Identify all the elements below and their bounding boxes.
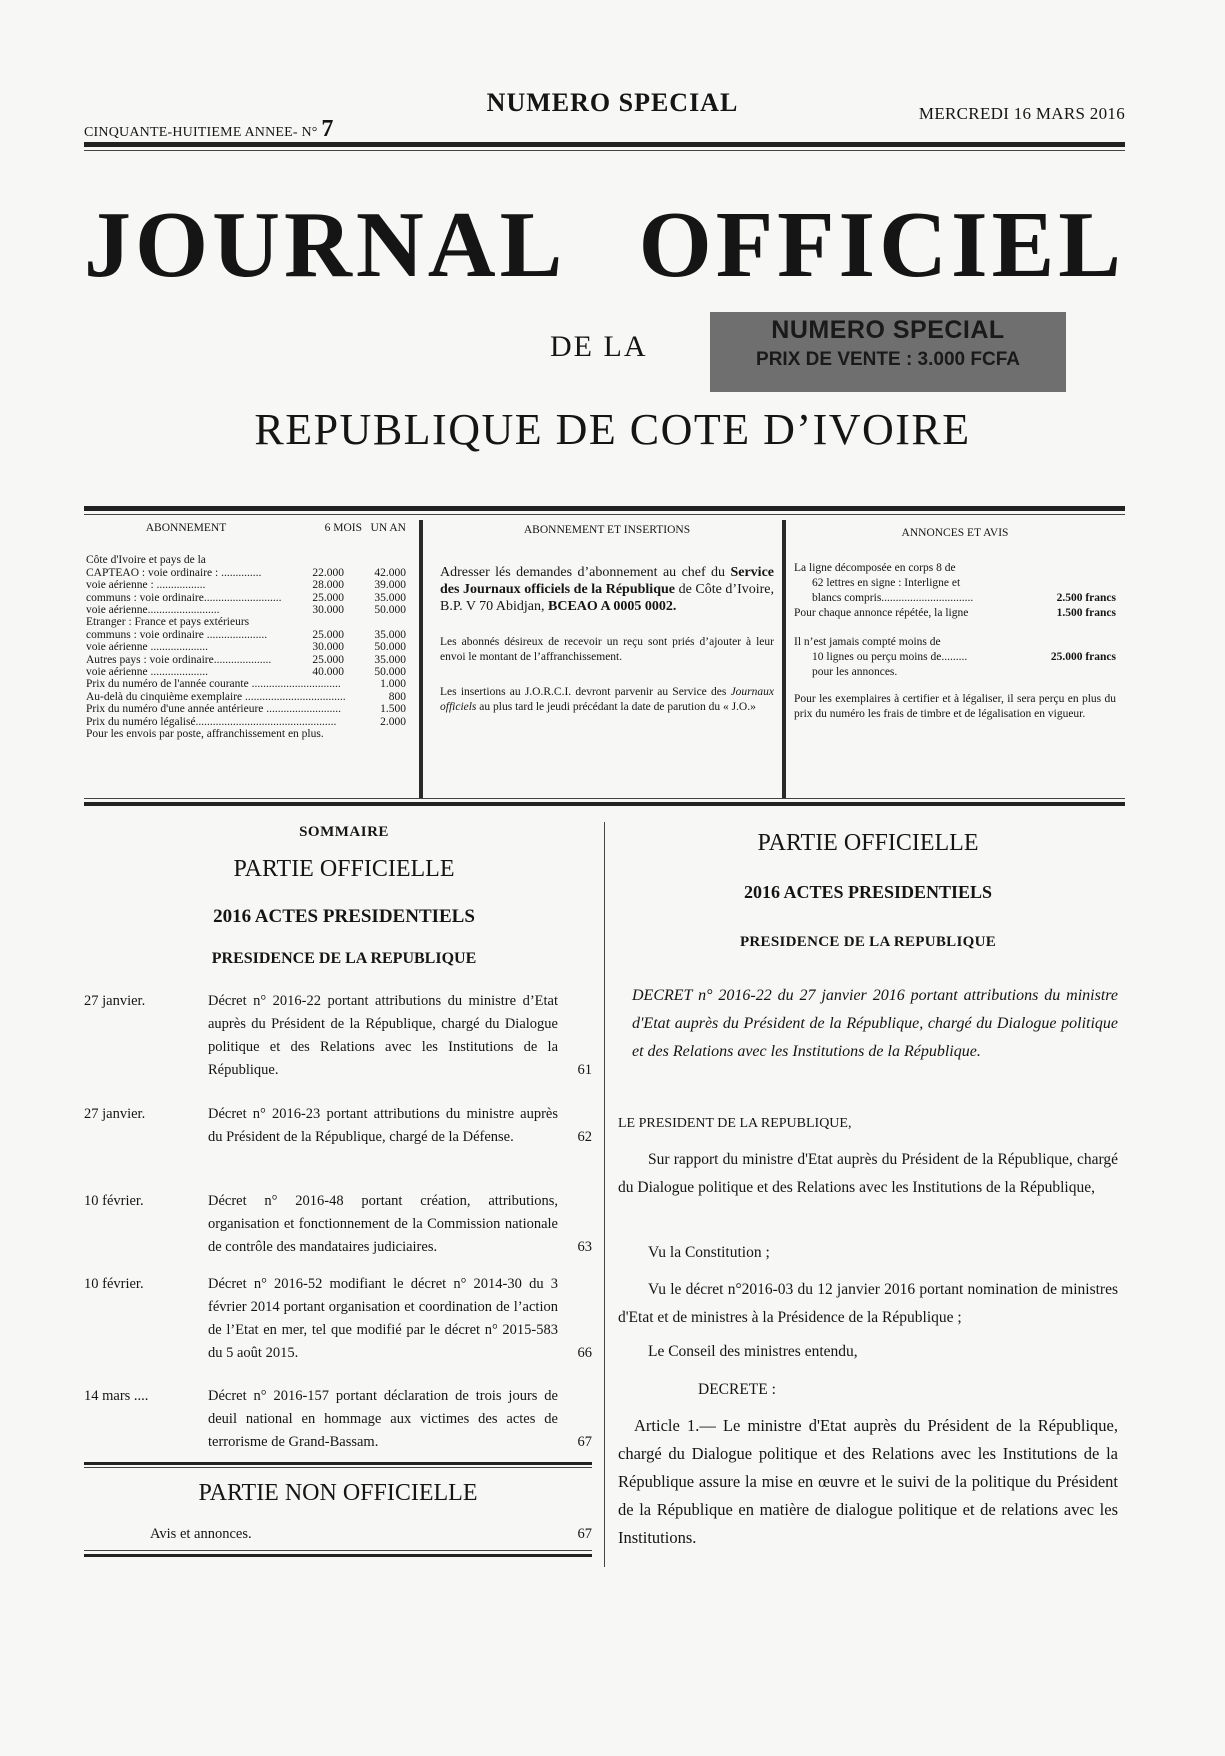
- subscription-cell-label: Prix du numéro légalisé.................................................: [86, 715, 337, 728]
- issue-date: MERCREDI 16 MARS 2016: [918, 104, 1125, 123]
- price-stamp: [710, 312, 1066, 392]
- toc-text: Décret n° 2016-52 modifiant le décret n° 2014-30 du 3 février 2014 portant organisation et coordination de l’action de l’Etat en mer, tel que modifié par le décret n° 2015-583 du 5 août 2015.: [208, 1276, 558, 1361]
- address-bceao: BCEAO A 0005 0002.: [548, 599, 677, 614]
- subscription-row: [86, 678, 406, 690]
- sommaire-title: SOMMAIRE: [299, 824, 389, 840]
- body-presidence: PRESIDENCE DE LA REPUBLIQUE: [739, 934, 997, 950]
- subscription-cell-label: Côte d'Ivoire et pays de la: [86, 554, 206, 567]
- toc-date: 10 février.: [84, 1276, 144, 1292]
- subscription-cell-v1: [324, 728, 358, 740]
- header-rule: [84, 142, 1125, 147]
- toc-text: Décret n° 2016-22 portant attributions du ministre d’Etat auprès du Président de la République, chargé du Dialogue politique et des Relations avec les Institutions de la République.: [208, 993, 558, 1078]
- subscription-cell-v1: [336, 716, 365, 728]
- subscription-cell-label: communs : voie ordinaire...........................: [86, 591, 282, 604]
- subscription-cell-label: Etranger : France et pays extérieurs: [86, 616, 250, 629]
- issue-number: 7: [321, 116, 334, 142]
- toc-entry: [84, 990, 592, 1082]
- body-decrete: DECRETE :: [698, 1381, 776, 1398]
- subscription-row: [86, 716, 406, 728]
- subscription-insertions: [440, 524, 774, 735]
- insertions-receipt-note: Les abonnés désireux de recevoir un reçu sont priés d’ajouter à leur envoi le montant de l’affranchissement.: [440, 636, 774, 663]
- toc-page: 63: [577, 1239, 592, 1255]
- info-box-divider: [419, 520, 423, 799]
- subscription-cell-v2: 35.000: [374, 653, 406, 666]
- info-box-rule-bottom-thin: [84, 798, 1125, 799]
- info-box-rule-top-thin: [84, 514, 1125, 515]
- info-box-rule-top: [84, 506, 1125, 511]
- subscription-cell-label: voie aérienne.........................: [86, 604, 220, 617]
- subscription-cell-v1: 22.000: [312, 566, 344, 579]
- toc-date: 14 mars ....: [84, 1388, 149, 1404]
- annonces-legalisation-note: Pour les exemplaires à certifier et à légaliser, il sera perçu en plus du prix du numéro les frais de timbre et de légalisation en vigueur.: [794, 693, 1116, 720]
- subscription-cell-v1: 28.000: [312, 579, 344, 592]
- subscription-cell-v1: [300, 616, 344, 628]
- address-service: Service des Journaux officiels de la République: [440, 565, 774, 597]
- year-issue-line: [84, 116, 334, 143]
- subscription-cell-v2: 2.000: [380, 715, 406, 728]
- subscription-rows: [86, 554, 406, 740]
- annonces-line: Pour chaque annonce répétée, la ligne: [794, 607, 969, 619]
- toc-entry: [84, 1273, 592, 1365]
- toc-page: 62: [577, 1129, 592, 1145]
- subscription-header: [86, 522, 406, 534]
- subscription-cell-v2: 35.000: [374, 591, 406, 604]
- toc-text: Décret n° 2016-48 portant création, attributions, organisation et fonctionnement de la Commission nationale de contrôle des mandataires judiciaires.: [208, 1193, 558, 1255]
- subscription-cell-v1: [341, 678, 368, 690]
- subscription-cell-v2: [344, 616, 406, 628]
- toc-page: 66: [577, 1345, 592, 1361]
- sommaire-partie-officielle: PARTIE OFFICIELLE: [233, 856, 455, 882]
- toc-entry: [84, 1385, 592, 1454]
- toc-avis-text: Avis et annonces.: [150, 1526, 252, 1542]
- stamp-line-special: NUMERO SPECIAL: [771, 316, 1005, 344]
- masthead: [84, 193, 1125, 297]
- annonces-line: pour les annonces.: [812, 666, 898, 678]
- deadline-text-a: Les insertions au J.O.R.C.I. devront parvenir au Service des: [440, 686, 727, 698]
- subscription-cell-label: CAPTEAO : voie ordinaire : ..............: [86, 566, 262, 579]
- toc-date: 10 février.: [84, 1193, 144, 1209]
- subscription-cell-v1: 30.000: [312, 604, 344, 617]
- subscription-row: [86, 579, 406, 591]
- subscription-cell-v2: 42.000: [374, 566, 406, 579]
- subscription-cell-label: voie aérienne ....................: [86, 641, 208, 654]
- subscription-row: [86, 629, 406, 641]
- masthead-de-la: DE LA: [550, 330, 648, 363]
- sommaire-actes: 2016 ACTES PRESIDENTIELS: [213, 906, 475, 927]
- subscription-cell-v2: 50.000: [374, 604, 406, 617]
- body-paragraph: Le Conseil des ministres entendu,: [648, 1343, 858, 1360]
- toc-page: 61: [577, 1062, 592, 1078]
- toc-entry: [84, 1190, 592, 1259]
- subscription-cell-label: Pour les envois par poste, affranchissement en plus.: [86, 728, 324, 741]
- subscription-cell-label: Prix du numéro de l'année courante ...............................: [86, 678, 341, 691]
- annonces-price: 25.000 francs: [1050, 651, 1116, 663]
- sommaire-partie-non-officielle: PARTIE NON OFFICIELLE: [198, 1480, 478, 1506]
- subscription-head-unan: UN AN: [370, 522, 406, 534]
- toc-date: 27 janvier.: [84, 1106, 146, 1122]
- subscription-row: [86, 604, 406, 616]
- body-partie-officielle: PARTIE OFFICIELLE: [757, 830, 979, 856]
- subscription-cell-v2: 1.000: [380, 678, 406, 691]
- subscription-cell-v2: 50.000: [374, 641, 406, 654]
- masthead-word-journal: JOURNAL: [84, 193, 567, 297]
- subscription-cell-v1: [346, 691, 371, 703]
- masthead-republique: REPUBLIQUE DE COTE D’IVOIRE: [254, 405, 971, 454]
- toc-text: Décret n° 2016-157 portant déclaration de trois jours de deuil national en hommage aux victimes des actes de terrorisme de Grand-Bassam.: [208, 1388, 558, 1450]
- sommaire-bottom-rule-thin: [84, 1550, 592, 1551]
- annonces-avis: [794, 526, 1116, 722]
- special-issue-label: NUMERO SPECIAL: [486, 88, 739, 117]
- subscription-cell-v2: [358, 728, 406, 740]
- subscription-rates: [86, 522, 406, 741]
- subscription-cell-v1: 40.000: [312, 666, 344, 679]
- subscription-cell-label: voie aérienne ....................: [86, 666, 208, 679]
- subscription-head-label: ABONNEMENT: [145, 522, 227, 534]
- deadline-text-b: Journaux officiels: [440, 686, 774, 713]
- subscription-cell-v2: 50.000: [374, 666, 406, 679]
- masthead-word-officiel: OFFICIEL: [638, 193, 1125, 297]
- annonces-line: La ligne décomposée en corps 8 de: [794, 562, 956, 574]
- subscription-row: [86, 728, 406, 740]
- info-box-rule-bottom: [84, 802, 1125, 806]
- annonces-line: blancs compris................................: [812, 592, 974, 604]
- subscription-row: [86, 654, 406, 666]
- subscription-cell-v1: 30.000: [312, 641, 344, 654]
- body-paragraph: Sur rapport du ministre d'Etat auprès du Président de la République, chargé du Dialogue politique et des Relations avec les Institutions de la République,: [618, 1151, 1118, 1196]
- toc-page: 67: [577, 1434, 592, 1450]
- subscription-cell-label: Au-delà du cinquième exemplaire ...................................: [86, 690, 346, 703]
- toc-avis-page: 67: [577, 1526, 592, 1542]
- subscription-cell-label: communs : voie ordinaire .....................: [86, 628, 268, 641]
- subscription-cell-v1: 25.000: [312, 628, 344, 641]
- year-line: CINQUANTE-HUITIEME ANNEE- N°: [84, 125, 318, 140]
- subscription-row: [86, 691, 406, 703]
- body-actes: 2016 ACTES PRESIDENTIELS: [743, 882, 993, 902]
- subscription-cell-v2: 35.000: [374, 628, 406, 641]
- annonces-price: 1.500 francs: [1056, 607, 1116, 619]
- annonces-price-row: [794, 591, 1116, 606]
- annonces-price-row: [794, 606, 1116, 621]
- subscription-row: [86, 554, 406, 566]
- toc-date: 27 janvier.: [84, 993, 146, 1009]
- sommaire-presidence: PRESIDENCE DE LA REPUBLIQUE: [211, 950, 477, 967]
- subscription-row: [86, 703, 406, 715]
- annonces-price-row: [794, 650, 1116, 665]
- subscription-cell-v2: 800: [388, 690, 406, 703]
- column-divider: [604, 822, 605, 1567]
- subscription-cell-label: Autres pays : voie ordinaire....................: [86, 653, 272, 666]
- subscription-cell-v2: 39.000: [374, 579, 406, 592]
- subscription-cell-v1: [341, 703, 368, 715]
- stamp-line-price: PRIX DE VENTE : 3.000 FCFA: [756, 349, 1020, 370]
- address-bp: de Côte d’Ivoire, B.P. V 70 Abidjan,: [440, 582, 775, 614]
- toc-entry-avis: [84, 1526, 592, 1543]
- insertions-head: ABONNEMENT ET INSERTIONS: [523, 524, 691, 536]
- sommaire-rule-thin: [84, 1467, 592, 1468]
- annonces-line: 10 lignes ou perçu moins de.........: [812, 651, 968, 663]
- subscription-cell-label: voie aérienne : .................: [86, 579, 206, 592]
- annonces-line: Il n’est jamais compté moins de: [794, 636, 941, 648]
- insertions-address: [440, 564, 774, 615]
- toc-entry: [84, 1103, 592, 1149]
- subscription-cell-v2: [344, 554, 406, 566]
- subscription-row: [86, 592, 406, 604]
- insertions-deadline-note: [440, 685, 774, 715]
- subscription-cell-v1: [300, 554, 344, 566]
- subscription-head-6mois: 6 MOIS: [324, 522, 362, 534]
- subscription-row: [86, 641, 406, 653]
- toc-text: Décret n° 2016-23 portant attributions du ministre auprès du Président de la République, chargé de la Défense.: [208, 1106, 558, 1145]
- annonces-head: ANNONCES ET AVIS: [901, 527, 1009, 539]
- subscription-cell-label: Prix du numéro d'une année antérieure ..........................: [86, 703, 342, 716]
- subscription-cell-v1: 25.000: [312, 653, 344, 666]
- decret-title: DECRET n° 2016-22 du 27 janvier 2016 portant attributions du ministre d'Etat auprès du Président de la République, chargé du Dialogue politique et des Relations avec les Institutions de la République.: [632, 987, 1118, 1060]
- body-paragraph: Vu le décret n°2016-03 du 12 janvier 2016 portant nomination de ministres d'Etat et de ministres à la Présidence de la République ;: [618, 1281, 1118, 1326]
- subscription-cell-v2: 1.500: [380, 703, 406, 716]
- deadline-text-c: au plus tard le jeudi précédant la date de parution du « J.O.»: [479, 701, 756, 713]
- address-text: Adresser lés demandes d’abonnement au chef du: [440, 565, 726, 580]
- header-rule-thin: [84, 150, 1125, 151]
- subscription-row: [86, 666, 406, 678]
- body-article-1: Article 1.— Le ministre d'Etat auprès du Président de la République, chargé du Dialogue politique et des Relations avec les Institutions de la République assure la mise en œuvre et le suivi de la politique du Président de la République en matière de dialogue politique et de relations avec les Institutions.: [618, 1416, 1118, 1547]
- annonces-price: 2.500 francs: [1056, 592, 1116, 604]
- subscription-row: [86, 616, 406, 628]
- body-president: LE PRESIDENT DE LA REPUBLIQUE,: [618, 1116, 852, 1131]
- sommaire-bottom-rule: [84, 1554, 592, 1557]
- subscription-cell-v1: 25.000: [312, 591, 344, 604]
- subscription-row: [86, 567, 406, 579]
- body-paragraph: Vu la Constitution ;: [648, 1244, 770, 1261]
- sommaire-rule: [84, 1462, 592, 1465]
- info-box-divider: [782, 520, 786, 799]
- annonces-line: 62 lettres en signe : Interligne et: [812, 577, 961, 589]
